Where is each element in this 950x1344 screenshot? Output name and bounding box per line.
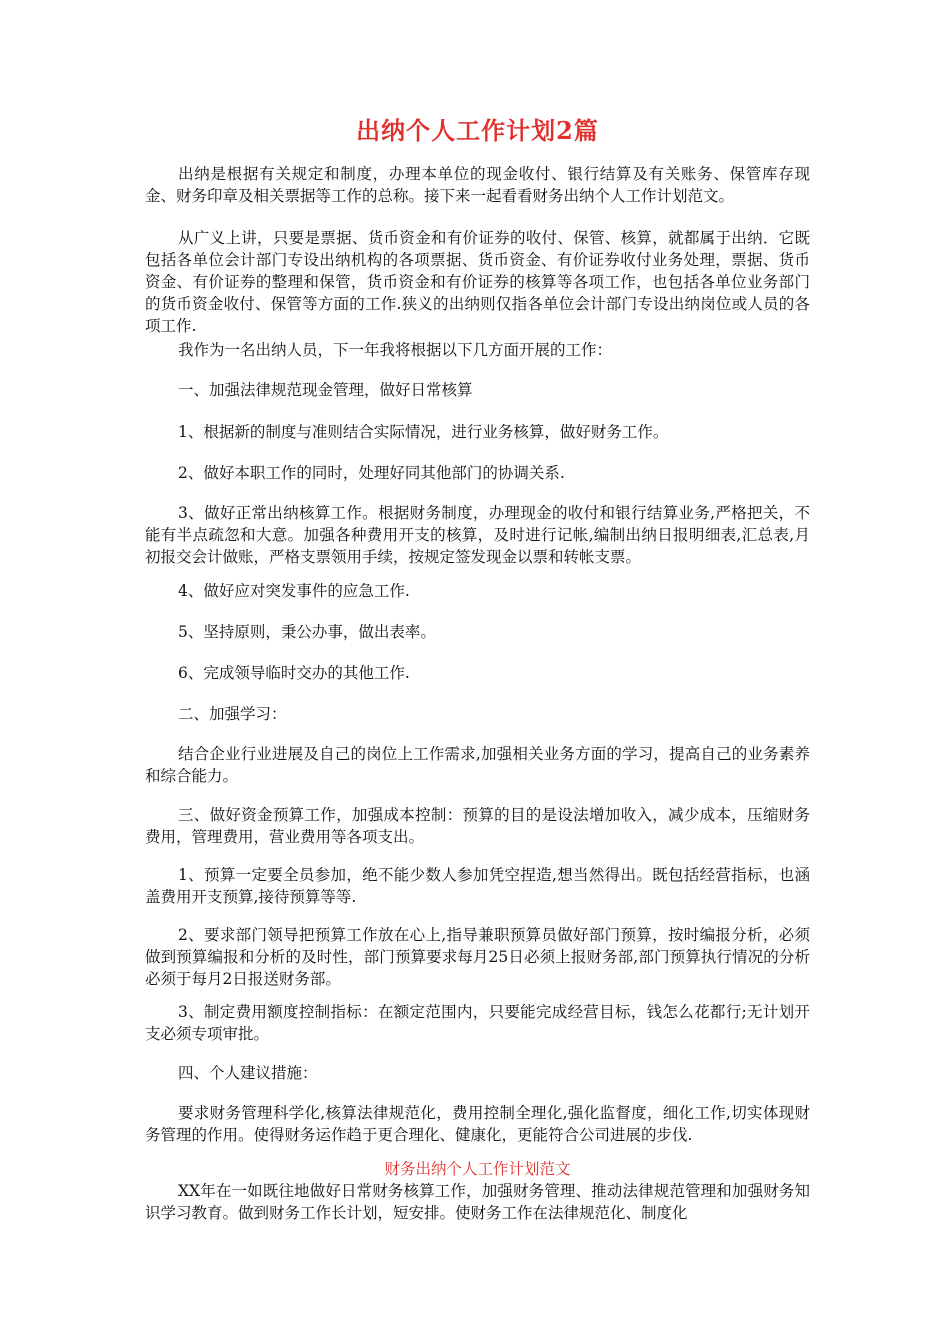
paragraph-definition: 从广义上讲，只要是票据、货币资金和有价证券的收付、保管、核算，就都属于出纳．它既包括各单位会计部门专设出纳机构的各项票据、货币资金、有价证券收付业务处理，票据、货币资金、有价证券的整理和保管，货币资金和有价证券的核算等各项工作，也包括各单位业务部门的货币资金收付、保管等方面的工作.狭义的出纳则仅指各单位会计部门专设出纳岗位或人员的各项工作. xyxy=(145,229,810,335)
paragraph-learning: 结合企业行业进展及自己的岗位上工作需求,加强相关业务方面的学习，提高自己的业务素养和综合能力。 xyxy=(145,745,810,785)
document-title: 出纳个人工作计划2篇 xyxy=(356,116,599,145)
list-item: 2、要求部门领导把预算工作放在心上,指导兼职预算员做好部门预算，按时编报分析，必须做到预算编报和分析的及时性，部门预算要求每月25日必须上报财务部,部门预算执行情况的分析必须于每月2日报送财务部。 xyxy=(145,926,810,988)
list-item: 5、坚持原则，秉公办事，做出表率。 xyxy=(178,623,436,641)
list-item: 3、制定费用额度控制指标：在额定范围内，只要能完成经营目标，钱怎么花都行;无计划开支必须专项审批。 xyxy=(145,1003,810,1043)
list-item: 6、完成领导临时交办的其他工作. xyxy=(178,664,410,682)
section-heading-4: 四、个人建议措施： xyxy=(178,1064,318,1082)
paragraph-intro: 出纳是根据有关规定和制度，办理本单位的现金收付、银行结算及有关账务、保管库存现金、财务印章及相关票据等工作的总称。接下来一起看看财务出纳个人工作计划范文。 xyxy=(145,165,810,205)
section-heading-1: 一、加强法律规范现金管理，做好日常核算 xyxy=(178,381,473,399)
section-heading-3: 三、做好资金预算工作，加强成本控制：预算的目的是设法增加收入，减少成本，压缩财务费用，管理费用，营业费用等各项支出。 xyxy=(145,806,810,846)
list-item: 2、做好本职工作的同时，处理好同其他部门的协调关系. xyxy=(178,464,565,482)
section-subtitle: 财务出纳个人工作计划范文 xyxy=(384,1160,571,1178)
section-heading-2: 二、加强学习： xyxy=(178,705,287,723)
list-item: 1、预算一定要全员参加，绝不能少数人参加凭空捏造,想当然得出。既包括经营指标，也涵盖费用开支预算,接待预算等等. xyxy=(145,866,810,906)
list-item: 1、根据新的制度与准则结合实际情况，进行业务核算，做好财务工作。 xyxy=(178,423,669,441)
paragraph-plan-intro: 我作为一名出纳人员，下一年我将根据以下几方面开展的工作： xyxy=(178,341,613,359)
paragraph-measures: 要求财务管理科学化,核算法律规范化，费用控制全理化,强化监督度，细化工作,切实体现财务管理的作用。使得财务运作趋于更合理化、健康化，更能符合公司进展的步伐. xyxy=(145,1104,810,1144)
list-item: 4、做好应对突发事件的应急工作. xyxy=(178,582,410,600)
paragraph-xx-year: XX年在一如既往地做好日常财务核算工作，加强财务管理、推动法律规范管理和加强财务知识学习教育。做到财务工作长计划，短安排。使财务工作在法律规范化、制度化 xyxy=(145,1182,810,1222)
list-item: 3、做好正常出纳核算工作。根据财务制度，办理现金的收付和银行结算业务,严格把关，不能有半点疏忽和大意。加强各种费用开支的核算，及时进行记帐,编制出纳日报明细表,汇总表,月初报交会计做账，严格支票领用手续，按规定签发现金以票和转帐支票。 xyxy=(145,504,810,566)
